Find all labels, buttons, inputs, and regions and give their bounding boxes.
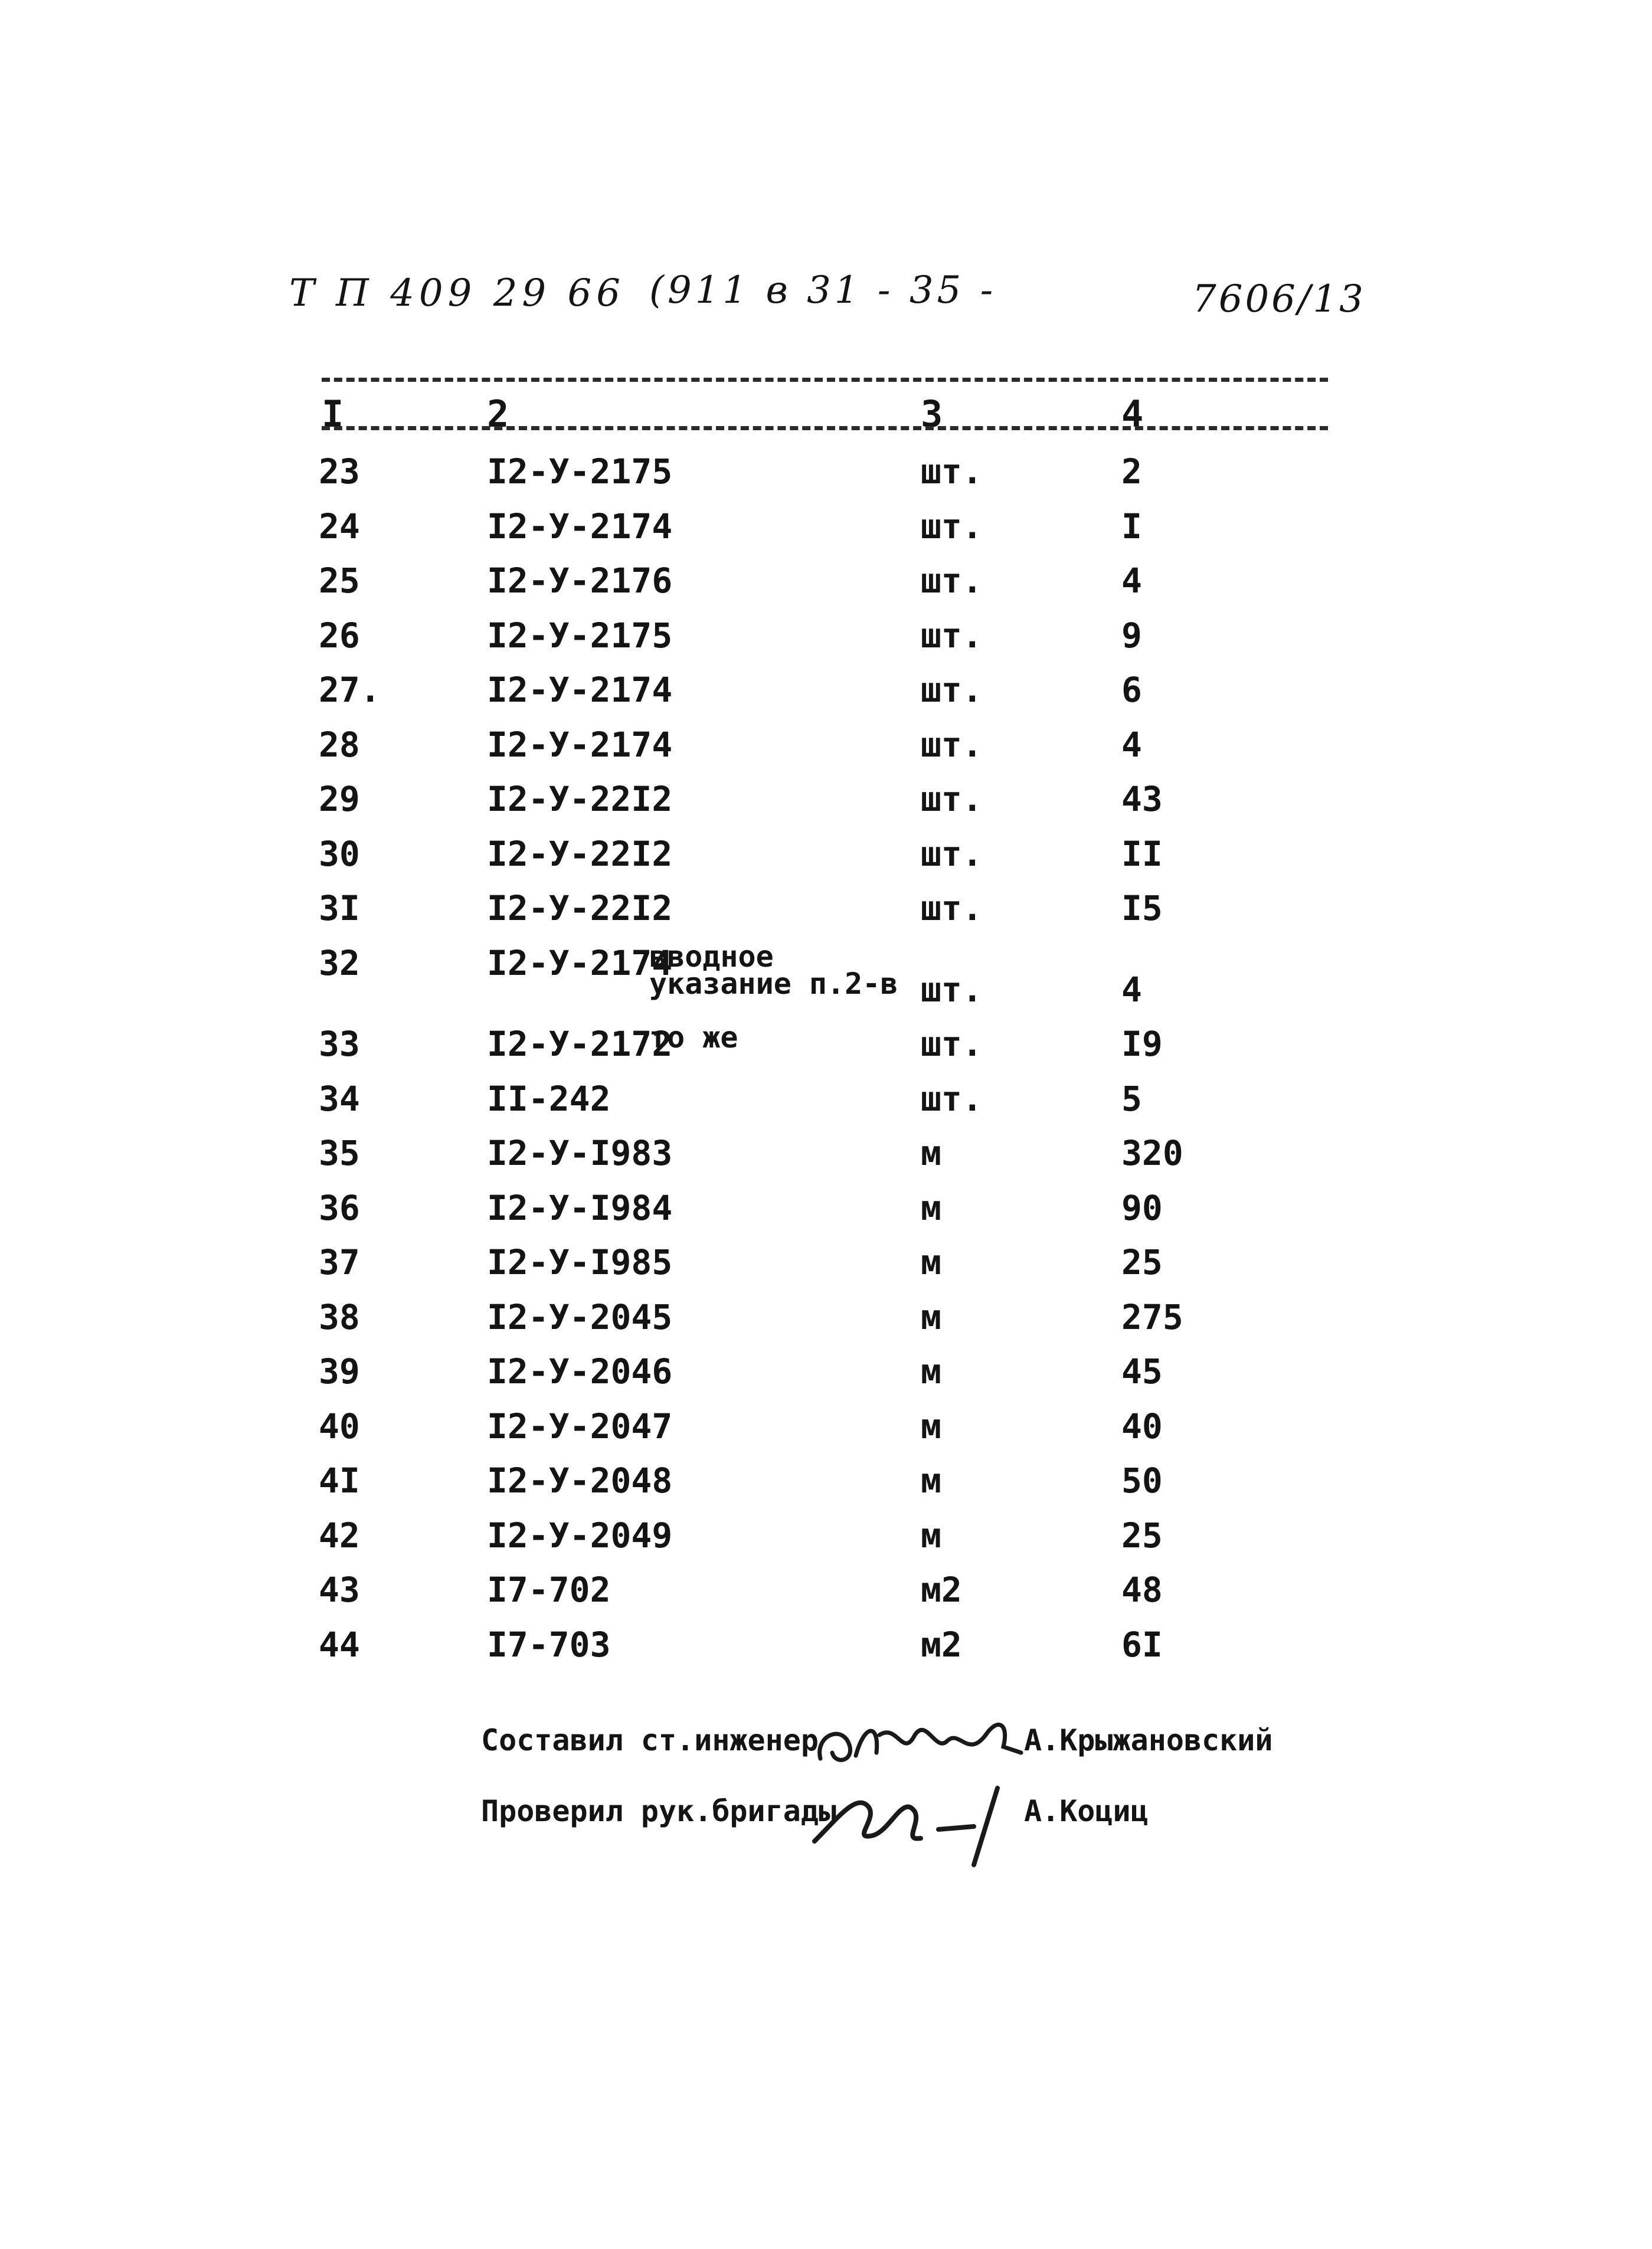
table-row <box>0 1242 1652 1297</box>
table-row <box>0 1020 1652 1078</box>
row-quantity: 4 <box>1121 969 1142 1010</box>
checked-label: Проверил рук.бригады <box>481 1794 837 1828</box>
table-row <box>0 1625 1652 1679</box>
row-code: I7-702 <box>487 1570 611 1610</box>
row-number: 28 <box>319 724 360 765</box>
row-unit: м <box>921 1187 941 1228</box>
row-number: 24 <box>319 506 360 546</box>
compiled-name: А.Крыжановский <box>1024 1723 1273 1757</box>
row-number: 27. <box>319 670 381 710</box>
table-row <box>0 1297 1652 1351</box>
row-code: I2-У-2047 <box>487 1406 673 1446</box>
row-number: 26 <box>319 615 360 656</box>
row-quantity: 48 <box>1121 1570 1163 1610</box>
row-quantity: I <box>1121 506 1142 546</box>
signature-compiled <box>481 1723 1273 1757</box>
row-quantity: 50 <box>1121 1461 1163 1501</box>
row-quantity: 25 <box>1121 1242 1163 1282</box>
table-row <box>0 834 1652 888</box>
column-header-4: 4 <box>1121 392 1144 436</box>
table-row <box>0 1515 1652 1570</box>
header-sheet-code: (911 в 31 - 35 - <box>649 269 997 312</box>
table-row <box>0 1133 1652 1187</box>
row-code: I2-У-2175 <box>487 451 673 492</box>
row-number: 44 <box>319 1624 360 1665</box>
row-unit: м <box>921 1515 941 1556</box>
row-unit: шт. <box>921 1024 983 1064</box>
row-unit: шт. <box>921 670 983 710</box>
row-unit: м2 <box>921 1624 962 1665</box>
row-unit: шт. <box>921 724 983 765</box>
row-number: 25 <box>319 561 360 601</box>
row-code: I2-У-22I2 <box>487 888 673 928</box>
row-unit: м <box>921 1242 941 1282</box>
column-header-1: I <box>322 392 344 436</box>
table-row <box>0 725 1652 779</box>
row-number: 42 <box>319 1515 360 1556</box>
row-unit: шт. <box>921 833 983 874</box>
row-code: I2-У-2172 <box>487 1024 673 1064</box>
row-unit: шт. <box>921 969 983 1010</box>
table-row <box>0 1570 1652 1624</box>
row-unit: шт. <box>921 451 983 492</box>
table-row <box>0 1079 1652 1133</box>
row-code: II-242 <box>487 1078 611 1119</box>
row-number: 36 <box>319 1187 360 1228</box>
table-row <box>0 670 1652 724</box>
row-quantity: 320 <box>1121 1133 1183 1173</box>
row-unit: шт. <box>921 615 983 656</box>
row-unit: шт. <box>921 888 983 928</box>
row-number: 33 <box>319 1024 360 1064</box>
table-row <box>0 561 1652 615</box>
row-unit: м <box>921 1461 941 1501</box>
row-quantity: 43 <box>1121 779 1163 819</box>
row-number: 3I <box>319 888 360 928</box>
row-code: I2-У-2049 <box>487 1515 673 1556</box>
row-code: I2-У-I983 <box>487 1133 673 1173</box>
row-quantity: 40 <box>1121 1406 1163 1446</box>
row-code: I2-У-2045 <box>487 1297 673 1337</box>
row-unit: м <box>921 1351 941 1392</box>
row-unit: шт. <box>921 506 983 546</box>
column-header-3: 3 <box>921 392 943 436</box>
signature-checked <box>481 1794 1149 1828</box>
table-row <box>0 888 1652 942</box>
table-row <box>0 451 1652 506</box>
checked-name: А.Коциц <box>1024 1794 1149 1828</box>
row-code: I2-У-I985 <box>487 1242 673 1282</box>
row-quantity: 90 <box>1121 1187 1163 1228</box>
row-code: I7-703 <box>487 1624 611 1665</box>
row-code: I2-У-2174 <box>487 670 673 710</box>
table-row <box>0 1351 1652 1406</box>
row-code: I2-У-2046 <box>487 1351 673 1392</box>
table-row <box>0 939 1652 1010</box>
row-quantity: 25 <box>1121 1515 1163 1556</box>
table-row <box>0 616 1652 670</box>
table-row <box>0 1406 1652 1461</box>
row-code: I2-У-22I2 <box>487 779 673 819</box>
row-number: 43 <box>319 1570 360 1610</box>
row-number: 30 <box>319 833 360 874</box>
row-number: 34 <box>319 1078 360 1119</box>
compiled-label: Составил ст.инженер <box>481 1723 819 1757</box>
table-top-rule <box>322 378 1328 382</box>
row-code: I2-У-22I2 <box>487 833 673 874</box>
row-code: I2-У-2176 <box>487 561 673 601</box>
row-number: 38 <box>319 1297 360 1337</box>
header-page-number: 7606/13 <box>1192 277 1366 321</box>
row-unit: шт. <box>921 561 983 601</box>
row-unit: м <box>921 1297 941 1337</box>
row-unit: м <box>921 1406 941 1446</box>
signature-scribble-checked <box>803 1770 1039 1871</box>
table-row <box>0 1461 1652 1515</box>
row-note: то же <box>649 1020 738 1055</box>
row-quantity: 4 <box>1121 724 1142 765</box>
row-number: 4I <box>319 1461 360 1501</box>
row-quantity: 45 <box>1121 1351 1163 1392</box>
row-code: I2-У-2174 <box>487 506 673 546</box>
table-row <box>0 1188 1652 1242</box>
row-unit: м <box>921 1133 941 1173</box>
row-code: I2-У-2174 <box>487 942 673 983</box>
row-number: 29 <box>319 779 360 819</box>
table-header-rule <box>322 426 1328 430</box>
row-quantity: II <box>1121 833 1163 874</box>
row-unit: м2 <box>921 1570 962 1610</box>
row-number: 35 <box>319 1133 360 1173</box>
row-code: I2-У-I984 <box>487 1187 673 1228</box>
row-unit: шт. <box>921 779 983 819</box>
row-quantity: 275 <box>1121 1297 1183 1337</box>
row-number: 40 <box>319 1406 360 1446</box>
row-note: вводное указание п.2-в <box>649 939 898 1001</box>
row-number: 23 <box>319 451 360 492</box>
header-project-code: Т П 409 29 66 <box>289 271 625 315</box>
row-code: I2-У-2174 <box>487 724 673 765</box>
row-quantity: 6 <box>1121 670 1142 710</box>
row-number: 32 <box>319 942 360 983</box>
table-row <box>0 779 1652 833</box>
row-quantity: 9 <box>1121 615 1142 656</box>
row-quantity: 4 <box>1121 561 1142 601</box>
row-code: I2-У-2175 <box>487 615 673 656</box>
row-number: 39 <box>319 1351 360 1392</box>
row-quantity: I9 <box>1121 1024 1163 1064</box>
row-unit: шт. <box>921 1078 983 1119</box>
row-code: I2-У-2048 <box>487 1461 673 1501</box>
row-quantity: 6I <box>1121 1624 1163 1665</box>
row-number: 37 <box>319 1242 360 1282</box>
row-quantity: 5 <box>1121 1078 1142 1119</box>
row-quantity: I5 <box>1121 888 1163 928</box>
table-row <box>0 506 1652 561</box>
row-quantity: 2 <box>1121 451 1142 492</box>
column-header-2: 2 <box>487 392 509 436</box>
